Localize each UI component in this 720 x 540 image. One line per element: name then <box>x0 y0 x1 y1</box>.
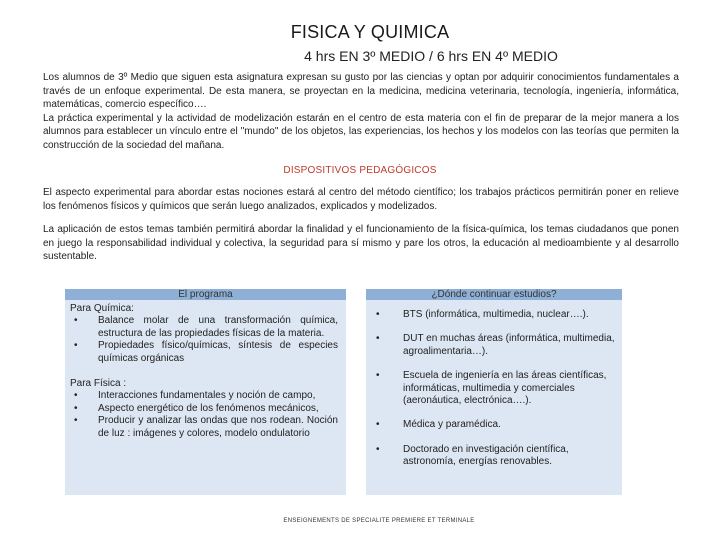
fisica-item: • Aspecto energético de los fenómenos mecánicos, <box>70 403 338 415</box>
estudios-box <box>366 289 622 495</box>
estudios-item: • Doctorado en investigación científica, astronomía, energías renovables. <box>366 444 616 469</box>
programa-heading: El programa <box>65 289 346 300</box>
intro-paragraph-2: La práctica experimental y la actividad de modelización estarán en el centro de esta materia con el fin de preparar de la mejor manera a los alumnos para establecer un vínculo entre el "mundo" de los objetos, las experiencias, los hechos y los modelos con las teorías que permiten la construcción de la sociedad del mañana. <box>43 112 679 151</box>
quimica-label: Para Química: <box>70 303 134 314</box>
programa-box <box>65 289 346 495</box>
fisica-item: • Interacciones fundamentales y noción de campo, <box>70 390 338 402</box>
page-title: FISICA Y QUIMICA <box>290 22 450 42</box>
estudios-item: • BTS (informática, multimedia, nuclear….). <box>366 309 616 321</box>
programa-body <box>65 300 346 440</box>
estudios-item: • Escuela de ingeniería en las áreas científicas, informáticas, multimedia y comerciales (aeronáutica, electrónica….). <box>366 370 616 407</box>
fisica-item: • Producir y analizar las ondas que nos rodean. Noción de luz : imágenes y colores, modelo ondulatorio <box>70 415 338 440</box>
fisica-group <box>70 378 338 440</box>
quimica-list <box>70 315 338 365</box>
estudios-list <box>366 300 622 469</box>
estudios-item: • DUT en muchas áreas (informática, multimedia, agroalimentaria…). <box>366 333 616 358</box>
quimica-item: • Propiedades físico/químicas, síntesis de especies químicas orgánicas <box>70 340 338 365</box>
intro-paragraph-1: Los alumnos de 3º Medio que siguen esta asignatura expresan su gusto por las ciencias y optan por adquirir conocimientos fundamentales a través de un enfoque experimental. De esta manera, se proyectan en la medicina, medicina veterinaria, tecnología, ingeniería, informática, matemáticas, comercio específico…. <box>43 72 679 111</box>
experimental-paragraph: El aspecto experimental para abordar estas nociones estará al centro del método científico; los trabajos prácticos permitirán poner en relieve los fenómenos físicos y químicos que serán luego analizados, explicados y modelizados. <box>43 187 679 212</box>
fisica-label: Para Física : <box>70 378 127 390</box>
footer-text: ENSEIGNEMENTS DE SPECIALITE PREMIERE ET TERMINALE <box>283 518 475 524</box>
dispositivos-heading: DISPOSITIVOS PEDAGÓGICOS <box>283 165 437 176</box>
intro-section <box>43 71 679 153</box>
quimica-group <box>70 303 338 365</box>
fisica-list <box>70 390 338 440</box>
estudios-body <box>366 300 622 469</box>
aplicacion-paragraph: La aplicación de estos temas también permitirá abordar la finalidad y el funcionamiento de la física-química, los temas ciudadanos que ponen en juego la responsabilidad individual y colectiva, la seguridad para sí mismo y pare los otros, la educación al medioambiente y al desarrollo sustentable. <box>43 224 679 263</box>
quimica-item: • Balance molar de una transformación química, estructura de las propiedades físicas de la materia. <box>70 315 338 340</box>
estudios-heading: ¿Dónde continuar estudios? <box>366 289 622 300</box>
estudios-item: • Médica y paramédica. <box>366 419 616 431</box>
page-subtitle: 4 hrs EN 3º MEDIO / 6 hrs EN 4º MEDIO <box>304 48 558 64</box>
